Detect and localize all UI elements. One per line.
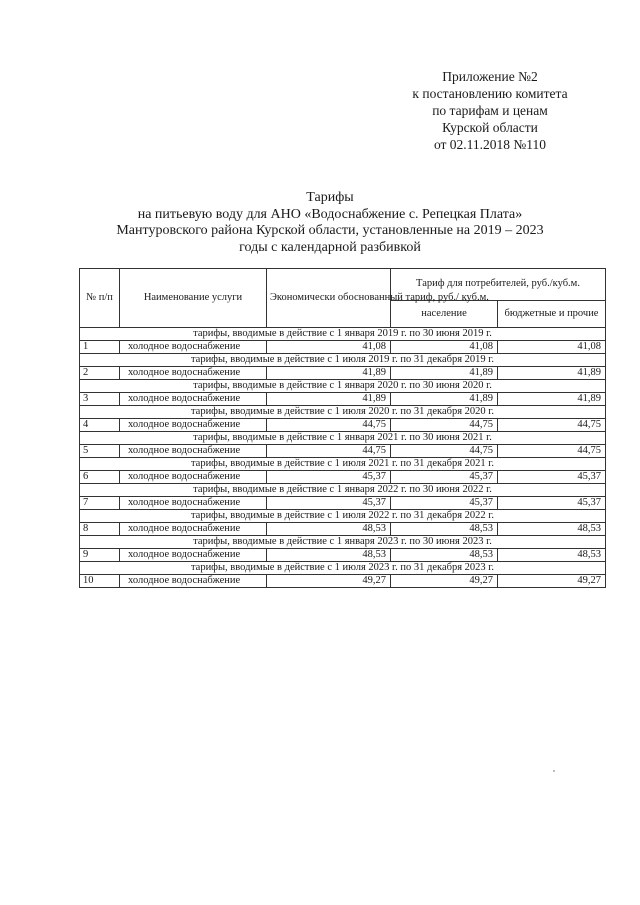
period-row — [80, 562, 606, 575]
period-label: тарифы, вводимые в действие с 1 января 2023 г. по 30 июня 2023 г. — [80, 536, 606, 549]
appendix-line-1: Приложение №2 — [442, 69, 538, 84]
appendix-line-4: Курской области — [442, 120, 538, 135]
economic-tariff: 45,37 — [267, 471, 391, 484]
budget-tariff: 41,89 — [498, 393, 606, 406]
service-name: холодное водоснабжение — [120, 419, 267, 432]
appendix-block — [360, 68, 620, 153]
row-number: 6 — [80, 471, 120, 484]
service-name: холодное водоснабжение — [120, 393, 267, 406]
period-row — [80, 536, 606, 549]
table-row — [80, 471, 606, 484]
header-service: Наименование услуги — [120, 269, 267, 328]
economic-tariff: 41,08 — [267, 341, 391, 354]
population-tariff: 45,37 — [391, 471, 498, 484]
economic-tariff: 49,27 — [267, 575, 391, 588]
economic-tariff: 41,89 — [267, 393, 391, 406]
row-number: 5 — [80, 445, 120, 458]
header-num: № п/п — [80, 269, 120, 328]
header-population: население — [391, 300, 498, 327]
budget-tariff: 45,37 — [498, 497, 606, 510]
title-line-3: Мантуровского района Курской области, установленные на 2019 – 2023 — [116, 223, 544, 238]
header-economic: Экономически обоснованный тариф, руб./ куб.м. — [267, 269, 391, 328]
service-name: холодное водоснабжение — [120, 575, 267, 588]
service-name: холодное водоснабжение — [120, 471, 267, 484]
period-label: тарифы, вводимые в действие с 1 июля 2020 г. по 31 декабря 2020 г. — [80, 406, 606, 419]
document-title — [60, 190, 600, 256]
budget-tariff: 48,53 — [498, 549, 606, 562]
title-line-2: на питьевую воду для АНО «Водоснабжение с. Репецкая Плата» — [137, 206, 523, 222]
budget-tariff: 48,53 — [498, 523, 606, 536]
table-row — [80, 419, 606, 432]
row-number: 4 — [80, 419, 120, 432]
service-name: холодное водоснабжение — [120, 523, 267, 536]
table-row — [80, 523, 606, 536]
budget-tariff: 49,27 — [498, 575, 606, 588]
period-row — [80, 432, 606, 445]
service-name: холодное водоснабжение — [120, 445, 267, 458]
budget-tariff: 44,75 — [498, 419, 606, 432]
table-row — [80, 549, 606, 562]
economic-tariff: 48,53 — [267, 523, 391, 536]
period-row — [80, 406, 606, 419]
row-number: 3 — [80, 393, 120, 406]
table-row — [80, 341, 606, 354]
population-tariff: 45,37 — [391, 497, 498, 510]
population-tariff: 48,53 — [391, 523, 498, 536]
row-number: 2 — [80, 367, 120, 380]
table-row — [80, 575, 606, 588]
budget-tariff: 44,75 — [498, 445, 606, 458]
appendix-line-3: по тарифам и ценам — [432, 103, 548, 118]
economic-tariff: 44,75 — [267, 419, 391, 432]
period-label: тарифы, вводимые в действие с 1 января 2021 г. по 30 июня 2021 г. — [80, 432, 606, 445]
service-name: холодное водоснабжение — [120, 341, 267, 354]
budget-tariff: 45,37 — [498, 471, 606, 484]
period-label: тарифы, вводимые в действие с 1 июля 2019 г. по 31 декабря 2019 г. — [80, 354, 606, 367]
service-name: холодное водоснабжение — [120, 497, 267, 510]
table-row — [80, 367, 606, 380]
population-tariff: 41,89 — [391, 367, 498, 380]
header-budget: бюджетные и прочие — [498, 300, 606, 327]
tariff-table — [79, 268, 606, 588]
appendix-line-5: от 02.11.2018 №110 — [433, 137, 547, 152]
row-number: 7 — [80, 497, 120, 510]
population-tariff: 41,08 — [391, 341, 498, 354]
population-tariff: 49,27 — [391, 575, 498, 588]
row-number: 8 — [80, 523, 120, 536]
period-row — [80, 354, 606, 367]
period-row — [80, 458, 606, 471]
row-number: 10 — [80, 575, 120, 588]
title-line-1: Тарифы — [306, 190, 354, 205]
period-row — [80, 484, 606, 497]
period-label: тарифы, вводимые в действие с 1 января 2020 г. по 30 июня 2020 г. — [80, 380, 606, 393]
economic-tariff: 45,37 — [267, 497, 391, 510]
population-tariff: 44,75 — [391, 419, 498, 432]
population-tariff: 44,75 — [391, 445, 498, 458]
economic-tariff: 48,53 — [267, 549, 391, 562]
header-row-1 — [80, 269, 606, 301]
table-row — [80, 497, 606, 510]
scan-speck — [553, 770, 555, 772]
table-row — [80, 393, 606, 406]
budget-tariff: 41,89 — [498, 367, 606, 380]
service-name: холодное водоснабжение — [120, 367, 267, 380]
header-consumer: Тариф для потребителей, руб./куб.м. — [391, 269, 606, 301]
table-row — [80, 445, 606, 458]
row-number: 9 — [80, 549, 120, 562]
appendix-line-2: к постановлению комитета — [412, 86, 568, 101]
economic-tariff: 44,75 — [267, 445, 391, 458]
period-label: тарифы, вводимые в действие с 1 июля 2021 г. по 31 декабря 2021 г. — [80, 458, 606, 471]
service-name: холодное водоснабжение — [120, 549, 267, 562]
budget-tariff: 41,08 — [498, 341, 606, 354]
period-label: тарифы, вводимые в действие с 1 января 2019 г. по 30 июня 2019 г. — [80, 328, 606, 341]
economic-tariff: 41,89 — [267, 367, 391, 380]
population-tariff: 41,89 — [391, 393, 498, 406]
title-line-4: годы с календарной разбивкой — [239, 239, 421, 255]
period-label: тарифы, вводимые в действие с 1 июля 2022 г. по 31 декабря 2022 г. — [80, 510, 606, 523]
population-tariff: 48,53 — [391, 549, 498, 562]
period-row — [80, 510, 606, 523]
period-row — [80, 328, 606, 341]
period-label: тарифы, вводимые в действие с 1 июля 2023 г. по 31 декабря 2023 г. — [80, 562, 606, 575]
period-label: тарифы, вводимые в действие с 1 января 2022 г. по 30 июня 2022 г. — [80, 484, 606, 497]
row-number: 1 — [80, 341, 120, 354]
period-row — [80, 380, 606, 393]
